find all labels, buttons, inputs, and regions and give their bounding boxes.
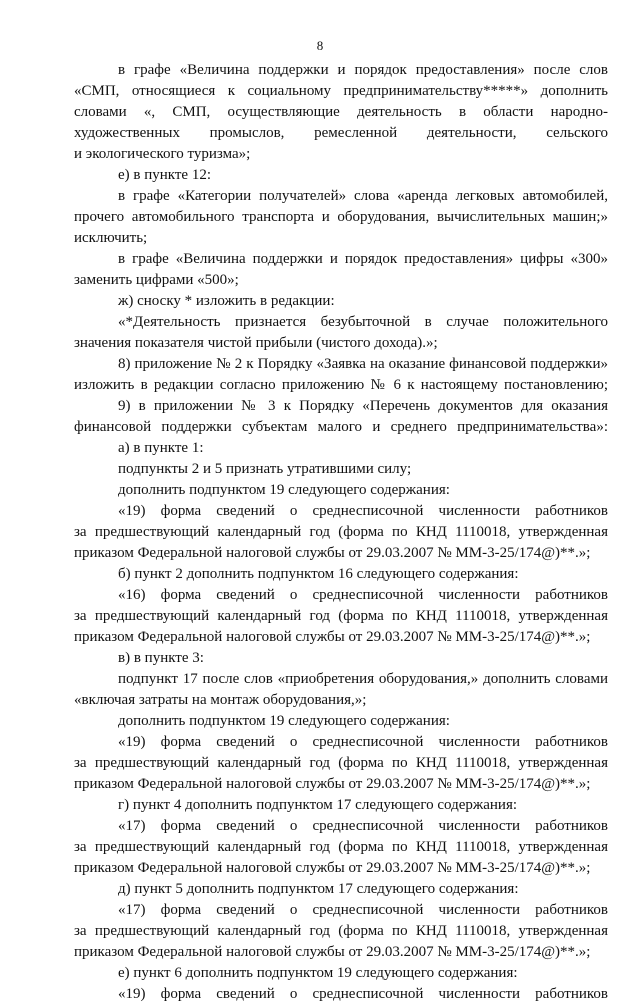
text-line: и экологического туризма»; [74,146,251,162]
text-line: «17) форма сведений о среднесписочной численности работников [118,902,608,918]
text-line: дополнить подпунктом 19 следующего содержания: [118,482,450,498]
text-line: прочего автомобильного транспорта и оборудования, вычислительных машин;» [74,209,608,225]
text-line: значения показателя чистой прибыли (чистого дохода).»; [74,335,438,351]
text-line: приказом Федеральной налоговой службы от 29.03.2007 № ММ-3-25/174@)**.»; [74,860,591,876]
text-line: б) пункт 2 дополнить подпунктом 16 следующего содержания: [118,566,519,582]
text-line: «СМП, относящиеся к социальному предпринимательству*****» дополнить [74,83,608,99]
text-line: за предшествующий календарный год (форма по КНД 1110018, утвержденная [74,608,608,624]
text-line: 8) приложение № 2 к Порядку «Заявка на оказание финансовой поддержки» [118,356,608,372]
text-line: е) пункт 6 дополнить подпунктом 19 следующего содержания: [118,965,518,981]
text-line: «включая затраты на монтаж оборудования,»; [74,692,367,708]
text-line: «*Деятельность признается безубыточной в случае положительного [118,314,608,330]
text-line: «19) форма сведений о среднесписочной численности работников [118,734,608,750]
text-line: «19) форма сведений о среднесписочной численности работников [118,986,608,1002]
text-line: за предшествующий календарный год (форма по КНД 1110018, утвержденная [74,839,608,855]
text-line: исключить; [74,230,148,246]
text-line: приказом Федеральной налоговой службы от 29.03.2007 № ММ-3-25/174@)**.»; [74,944,591,960]
text-line: а) в пункте 1: [118,440,204,456]
text-line: в графе «Величина поддержки и порядок предоставления» цифры «300» [118,251,608,267]
text-line: за предшествующий календарный год (форма по КНД 1110018, утвержденная [74,923,608,939]
text-line: художественных промыслов, ремесленной деятельности, сельского [74,125,608,141]
text-line: изложить в редакции согласно приложению № 6 к настоящему постановлению; [74,377,608,393]
text-line: е) в пункте 12: [118,167,212,183]
text-line: приказом Федеральной налоговой службы от 29.03.2007 № ММ-3-25/174@)**.»; [74,545,591,561]
text-line: за предшествующий календарный год (форма по КНД 1110018, утвержденная [74,755,608,771]
text-line: д) пункт 5 дополнить подпунктом 17 следующего содержания: [118,881,519,897]
document-body [74,60,608,1005]
text-line: словами «, СМП, осуществляющие деятельность в области народно- [74,104,608,120]
page-number: 8 [316,38,324,53]
text-line: подпункты 2 и 5 признать утратившими силу; [118,461,412,477]
text-line: «16) форма сведений о среднесписочной численности работников [118,587,608,603]
text-line: в графе «Величина поддержки и порядок предоставления» после слов [118,62,608,78]
text-line: «19) форма сведений о среднесписочной численности работников [118,503,608,519]
text-line: ж) сноску * изложить в редакции: [118,293,335,309]
text-line: 9) в приложении № 3 к Порядку «Перечень документов для оказания [118,398,608,414]
text-line: дополнить подпунктом 19 следующего содержания: [118,713,450,729]
text-line: «17) форма сведений о среднесписочной численности работников [118,818,608,834]
text-line: за предшествующий календарный год (форма по КНД 1110018, утвержденная [74,524,608,540]
text-line: г) пункт 4 дополнить подпунктом 17 следующего содержания: [118,797,518,813]
text-line: приказом Федеральной налоговой службы от 29.03.2007 № ММ-3-25/174@)**.»; [74,776,591,792]
text-line: финансовой поддержки субъектам малого и среднего предпринимательства»: [74,419,608,435]
text-line: в) в пункте 3: [118,650,204,666]
text-line: в графе «Категории получателей» слова «аренда легковых автомобилей, [118,188,608,204]
text-line: подпункт 17 после слов «приобретения оборудования,» дополнить словами [118,671,608,687]
text-line: приказом Федеральной налоговой службы от 29.03.2007 № ММ-3-25/174@)**.»; [74,629,591,645]
text-line: заменить цифрами «500»; [74,272,239,288]
